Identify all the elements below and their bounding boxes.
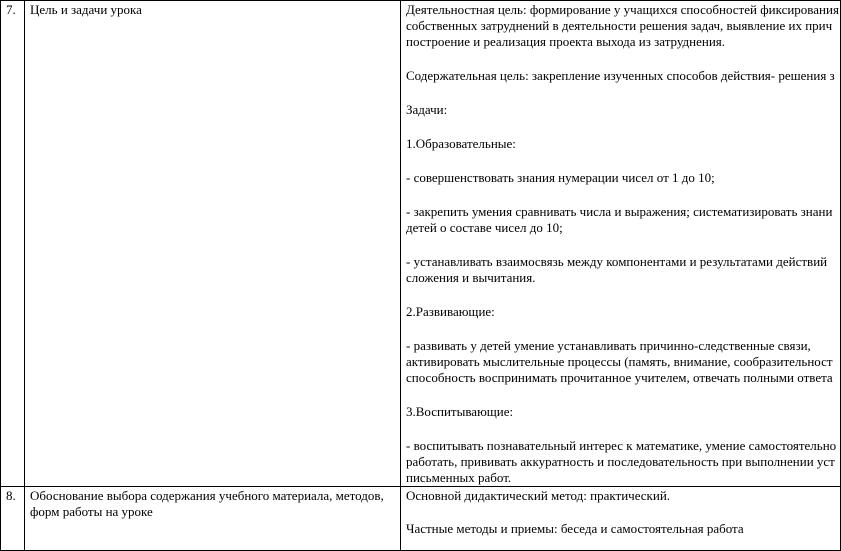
goals-content-cell xyxy=(401,1,841,487)
section-heading-upbringing: 3.Воспитывающие: xyxy=(406,404,514,419)
task-item: - воспитывать познавательный интерес к математике, умение самостоятельно работать, прививать аккуратность и последовательность при выполнении уст письменных работ. xyxy=(406,438,837,485)
section-heading-developing: 2.Развивающие: xyxy=(406,304,495,319)
row-number: 8. xyxy=(6,488,16,503)
section-heading-educational: 1.Образовательные: xyxy=(406,136,516,151)
task-item: - устанавливать взаимосвязь между компонентами и результатами действий сложения и вычитания. xyxy=(406,254,828,285)
row-label-cell xyxy=(25,1,401,487)
row-number-cell xyxy=(1,1,25,487)
task-item: - совершенствовать знания нумерации чисел от 1 до 10; xyxy=(406,170,715,185)
tasks-heading: Задачи: xyxy=(406,102,448,117)
private-methods-text: Частные методы и приемы: беседа и самостоятельная работа xyxy=(406,521,744,536)
row-label: Обоснование выбора содержания учебного материала, методов, форм работы на уроке xyxy=(30,488,384,519)
main-method-text: Основной дидактический метод: практический. xyxy=(406,488,671,503)
task-item: - закрепить умения сравнивать числа и выражения; систематизировать знани детей о составе чисел до 10; xyxy=(406,204,833,235)
activity-goal-text: Деятельностная цель: формирование у учащихся способностей фиксирования собственных затруднений в деятельности решения задач, выявление их прич построение и реализация проекта выхода из затруднения. xyxy=(406,2,839,49)
row-label-cell xyxy=(25,487,401,551)
table-row-methods xyxy=(1,487,841,551)
row-number-cell xyxy=(1,487,25,551)
table-row-goals xyxy=(1,1,841,487)
methods-content-cell xyxy=(401,487,841,551)
row-number: 7. xyxy=(6,2,16,17)
content-goal-text: Содержательная цель: закрепление изученных способов действия- решения з xyxy=(406,68,835,83)
task-item: - развивать у детей умение устанавливать причинно-следственные связи, активировать мыслительные процессы (память, внимание, сообразительност способность воспринимать прочитанное учителем, отвечать полными ответа xyxy=(406,338,833,385)
row-label: Цель и задачи урока xyxy=(30,2,142,17)
